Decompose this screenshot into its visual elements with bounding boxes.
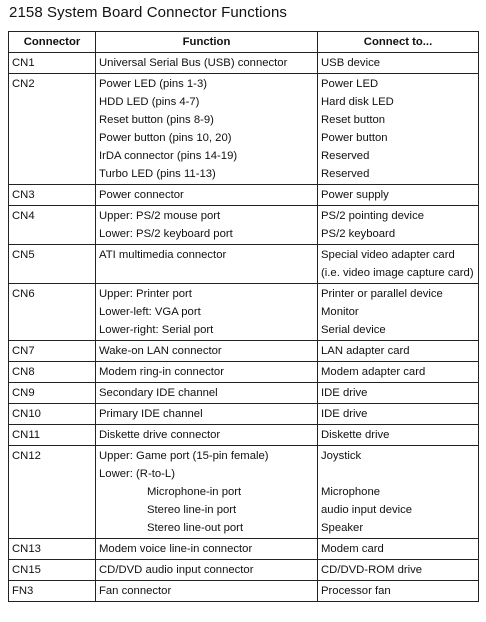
connect-to-line: Speaker xyxy=(321,522,364,534)
function-cell xyxy=(96,539,318,560)
connect-to-cell xyxy=(318,53,479,74)
function-line: Power button (pins 10, 20) xyxy=(99,132,232,144)
table-row xyxy=(9,341,479,362)
connect-to-line: Hard disk LED xyxy=(321,96,394,108)
table-header-row xyxy=(9,32,479,53)
function-line: Lower: PS/2 keyboard port xyxy=(99,228,233,240)
connector-id: CN8 xyxy=(12,366,35,378)
function-line: Turbo LED (pins 11-13) xyxy=(99,168,216,180)
connector-id: CN12 xyxy=(12,450,41,462)
connector-id: CN13 xyxy=(12,543,41,555)
function-line: IrDA connector (pins 14-19) xyxy=(99,150,238,162)
function-cell xyxy=(96,185,318,206)
function-line: Lower-right: Serial port xyxy=(99,324,214,336)
connector-id: CN2 xyxy=(12,78,35,90)
connect-to-cell xyxy=(318,185,479,206)
connector-table xyxy=(8,31,479,602)
table-row xyxy=(9,560,479,581)
page-title: 2158 System Board Connector Functions xyxy=(9,4,288,21)
function-line: Microphone-in port xyxy=(147,486,242,498)
connector-cell xyxy=(9,341,96,362)
connector-cell xyxy=(9,185,96,206)
table-row xyxy=(9,404,479,425)
connect-to-line: IDE drive xyxy=(321,387,368,399)
connector-cell xyxy=(9,446,96,539)
connect-to-line: Joystick xyxy=(321,450,362,462)
connect-to-line: IDE drive xyxy=(321,408,368,420)
table-row xyxy=(9,446,479,539)
connector-cell xyxy=(9,383,96,404)
connect-to-line: PS/2 pointing device xyxy=(321,210,424,222)
connect-to-line: Microphone xyxy=(321,486,381,498)
connect-to-line: Diskette drive xyxy=(321,429,390,441)
connect-to-cell xyxy=(318,341,479,362)
connector-id: CN1 xyxy=(12,57,35,69)
connector-id: CN3 xyxy=(12,189,35,201)
connect-to-line: Modem adapter card xyxy=(321,366,426,378)
table-row xyxy=(9,362,479,383)
connect-to-cell xyxy=(318,404,479,425)
connect-to-line: Printer or parallel device xyxy=(321,288,443,300)
connect-to-line: CD/DVD-ROM drive xyxy=(321,564,423,576)
table-body xyxy=(9,53,479,602)
function-line: ATI multimedia connector xyxy=(99,249,227,261)
connect-to-cell xyxy=(318,74,479,185)
connect-to-line: LAN adapter card xyxy=(321,345,410,357)
function-line: Reset button (pins 8-9) xyxy=(99,114,214,126)
connector-id: CN10 xyxy=(12,408,41,420)
connect-to-line: PS/2 keyboard xyxy=(321,228,396,240)
function-cell xyxy=(96,362,318,383)
connect-to-line: Modem card xyxy=(321,543,384,555)
function-line: Stereo line-out port xyxy=(147,522,244,534)
table-row xyxy=(9,383,479,404)
connect-to-line: Power button xyxy=(321,132,388,144)
function-line: Stereo line-in port xyxy=(147,504,237,516)
function-line: Diskette drive connector xyxy=(99,429,221,441)
function-line: Modem voice line-in connector xyxy=(99,543,253,555)
function-line: Fan connector xyxy=(99,585,172,597)
table-row xyxy=(9,74,479,185)
table-row xyxy=(9,185,479,206)
function-line: CD/DVD audio input connector xyxy=(99,564,254,576)
function-line: Upper: Game port (15-pin female) xyxy=(99,450,269,462)
connector-id: CN6 xyxy=(12,288,35,300)
connector-cell xyxy=(9,53,96,74)
connect-to-cell xyxy=(318,284,479,341)
connect-to-line xyxy=(321,465,475,483)
header-connector: Connector xyxy=(9,32,96,53)
function-cell xyxy=(96,446,318,539)
connect-to-cell xyxy=(318,362,479,383)
connector-cell xyxy=(9,362,96,383)
table-row xyxy=(9,284,479,341)
connector-cell xyxy=(9,404,96,425)
connector-id: CN15 xyxy=(12,564,41,576)
function-cell xyxy=(96,425,318,446)
connect-to-cell xyxy=(318,446,479,539)
connector-id: CN9 xyxy=(12,387,35,399)
function-line: Power connector xyxy=(99,189,184,201)
header-connect-to: Connect to... xyxy=(318,32,479,53)
function-cell xyxy=(96,404,318,425)
connector-id: CN4 xyxy=(12,210,35,222)
header-function: Function xyxy=(96,32,318,53)
connect-to-line: Special video adapter card (i.e. video image capture card) xyxy=(321,249,474,279)
function-line: Upper: Printer port xyxy=(99,288,192,300)
connect-to-line: audio input device xyxy=(321,504,413,516)
connect-to-cell xyxy=(318,206,479,245)
connector-cell xyxy=(9,539,96,560)
table-row xyxy=(9,539,479,560)
function-line: Primary IDE channel xyxy=(99,408,203,420)
connect-to-cell xyxy=(318,581,479,602)
connect-to-cell xyxy=(318,245,479,284)
function-line: Power LED (pins 1-3) xyxy=(99,78,207,90)
function-cell xyxy=(96,284,318,341)
connect-to-line: Reset button xyxy=(321,114,386,126)
connector-cell xyxy=(9,74,96,185)
connect-to-cell xyxy=(318,425,479,446)
connector-cell xyxy=(9,284,96,341)
function-cell xyxy=(96,581,318,602)
function-cell xyxy=(96,245,318,284)
connect-to-line: Power supply xyxy=(321,189,389,201)
table-row xyxy=(9,53,479,74)
connector-id: FN3 xyxy=(12,585,34,597)
connect-to-cell xyxy=(318,560,479,581)
function-line: Wake-on LAN connector xyxy=(99,345,222,357)
connector-cell xyxy=(9,425,96,446)
connect-to-cell xyxy=(318,539,479,560)
function-cell xyxy=(96,53,318,74)
connect-to-cell xyxy=(318,383,479,404)
table-row xyxy=(9,581,479,602)
function-line: Universal Serial Bus (USB) connector xyxy=(99,57,288,69)
function-cell xyxy=(96,560,318,581)
connect-to-line: Power LED xyxy=(321,78,379,90)
connect-to-line: Reserved xyxy=(321,168,370,180)
function-line: Lower-left: VGA port xyxy=(99,306,201,318)
function-line: HDD LED (pins 4-7) xyxy=(99,96,200,108)
connector-id: CN7 xyxy=(12,345,35,357)
connector-id: CN5 xyxy=(12,249,35,261)
table-row xyxy=(9,245,479,284)
connector-cell xyxy=(9,206,96,245)
connector-cell xyxy=(9,560,96,581)
connect-to-line: Processor fan xyxy=(321,585,391,597)
function-cell xyxy=(96,206,318,245)
table-row xyxy=(9,206,479,245)
connect-to-line: USB device xyxy=(321,57,381,69)
table-row xyxy=(9,425,479,446)
function-line: Modem ring-in connector xyxy=(99,366,224,378)
connector-id: CN11 xyxy=(12,429,41,441)
connector-cell xyxy=(9,245,96,284)
function-cell xyxy=(96,74,318,185)
function-line: Secondary IDE channel xyxy=(99,387,218,399)
function-line: Upper: PS/2 mouse port xyxy=(99,210,221,222)
connect-to-line: Reserved xyxy=(321,150,370,162)
connect-to-line: Serial device xyxy=(321,324,386,336)
function-line: Lower: (R-to-L) xyxy=(99,468,175,480)
function-cell xyxy=(96,341,318,362)
connector-cell xyxy=(9,581,96,602)
function-cell xyxy=(96,383,318,404)
connect-to-line: Monitor xyxy=(321,306,359,318)
